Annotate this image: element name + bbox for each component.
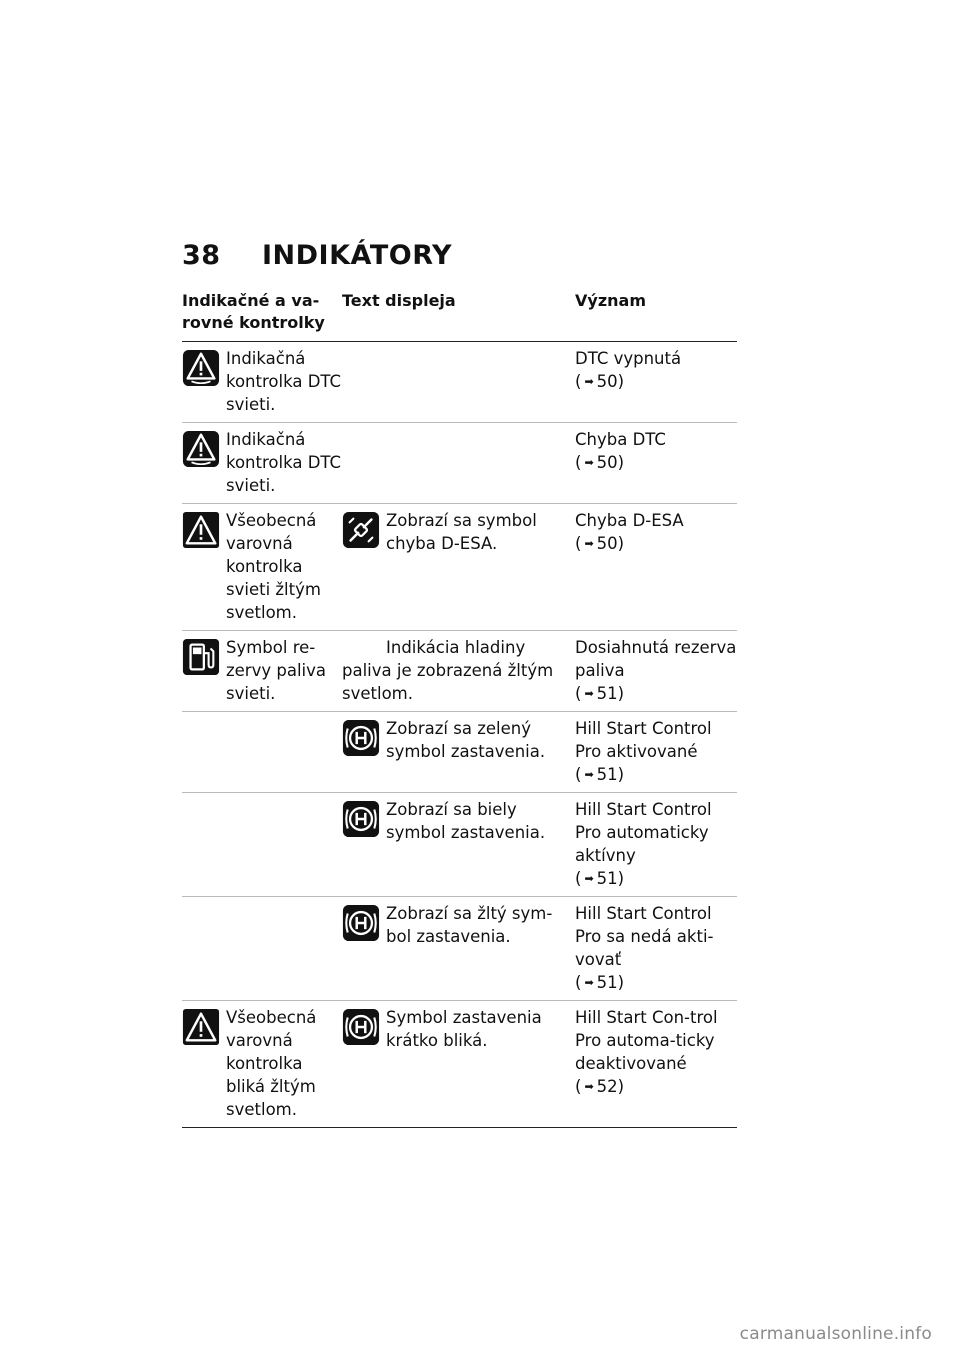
- dtc-warning-icon: [182, 430, 220, 468]
- cell-display-text: [342, 347, 575, 416]
- cell-display-text: [342, 717, 575, 786]
- general-warning-icon: [182, 1008, 220, 1046]
- table-row: [182, 712, 737, 793]
- dtc-warning-icon: [182, 349, 220, 387]
- meaning-text: Dosiahnutá rezerva paliva: [575, 638, 737, 680]
- table-row: [182, 793, 737, 897]
- cell-indicator: [182, 428, 342, 497]
- cell-meaning: [575, 798, 737, 890]
- watermark: carmanualsonline.info: [739, 1324, 932, 1344]
- display-text: Zobrazí sa biely symbol zastavenia.: [386, 800, 546, 842]
- arrow-right-icon: ➡: [584, 872, 594, 885]
- cell-indicator: [182, 798, 342, 890]
- cell-display-text: [342, 902, 575, 994]
- indicator-text: Indikačná kontrolka DTC svieti.: [226, 349, 342, 414]
- table-row: [182, 1001, 737, 1128]
- table-body: [182, 342, 737, 1128]
- page-reference-link[interactable]: ( ➡ 51): [575, 765, 625, 784]
- cell-meaning: [575, 347, 737, 416]
- page-reference-link[interactable]: ( ➡ 50): [575, 534, 625, 553]
- table-header-row: [182, 290, 737, 342]
- meaning-text: Hill Start Control Pro automaticky aktívny: [575, 800, 712, 865]
- reference-page-number: 51: [596, 973, 618, 992]
- cell-indicator: [182, 902, 342, 994]
- cell-meaning: [575, 902, 737, 994]
- reference-page-number: 50: [596, 453, 618, 472]
- cell-indicator: [182, 636, 342, 705]
- meaning-text: DTC vypnutá: [575, 349, 682, 368]
- table-row: [182, 504, 737, 631]
- cell-meaning: [575, 717, 737, 786]
- meaning-text: Hill Start Control Pro aktivované: [575, 719, 712, 761]
- page-header: [182, 240, 452, 271]
- cell-meaning: [575, 636, 737, 705]
- desa-error-icon: [342, 511, 380, 549]
- column-header-meaning-text: Význam: [575, 291, 646, 310]
- page-reference-link[interactable]: ( ➡ 52): [575, 1077, 625, 1096]
- cell-meaning: [575, 428, 737, 497]
- cell-display-text: [342, 1006, 575, 1121]
- display-text: Symbol zastavenia krátko bliká.: [386, 1008, 542, 1050]
- cell-display-text: [342, 798, 575, 890]
- arrow-right-icon: ➡: [584, 976, 594, 989]
- page-reference-link[interactable]: ( ➡ 51): [575, 684, 625, 703]
- arrow-right-icon: ➡: [584, 456, 594, 469]
- cell-display-text: [342, 636, 575, 705]
- meaning-text: Chyba D-ESA: [575, 511, 684, 530]
- hill-hold-icon: [342, 904, 380, 942]
- reference-page-number: 50: [596, 372, 618, 391]
- table-row: [182, 631, 737, 712]
- column-header-indicators-text: Indikačné a va- rovné kontrolky: [182, 291, 325, 332]
- column-header-indicators: [182, 290, 342, 334]
- arrow-right-icon: ➡: [584, 768, 594, 781]
- arrow-right-icon: ➡: [584, 687, 594, 700]
- indicator-text: Symbol re-zervy paliva svieti.: [226, 638, 326, 703]
- indicator-text: Všeobecná varovná kontrolka svieti žltým svetlom.: [226, 511, 321, 622]
- cell-display-text: [342, 509, 575, 624]
- hill-hold-icon: [342, 719, 380, 757]
- page-reference-link[interactable]: ( ➡ 51): [575, 973, 625, 992]
- cell-indicator: [182, 347, 342, 416]
- reference-page-number: 50: [596, 534, 618, 553]
- page-reference-link[interactable]: ( ➡ 50): [575, 453, 625, 472]
- general-warning-icon: [182, 511, 220, 549]
- page-number: 38: [182, 240, 221, 271]
- display-text: Zobrazí sa symbol chyba D-ESA.: [386, 511, 537, 553]
- indicator-table: [182, 290, 737, 1128]
- cell-indicator: [182, 717, 342, 786]
- column-header-display-text-text: Text displeja: [342, 291, 456, 310]
- indicator-text: Všeobecná varovná kontrolka bliká žltým svetlom.: [226, 1008, 317, 1119]
- cell-meaning: [575, 509, 737, 624]
- reference-page-number: 51: [596, 869, 618, 888]
- arrow-right-icon: ➡: [584, 1080, 594, 1093]
- reference-page-number: 51: [596, 765, 618, 784]
- page-reference-link[interactable]: ( ➡ 51): [575, 869, 625, 888]
- column-header-meaning: [575, 290, 737, 334]
- display-text: Zobrazí sa žltý sym-bol zastavenia.: [386, 904, 553, 946]
- hill-hold-icon: [342, 1008, 380, 1046]
- reference-page-number: 52: [596, 1077, 618, 1096]
- indicator-text: Indikačná kontrolka DTC svieti.: [226, 430, 342, 495]
- reference-page-number: 51: [596, 684, 618, 703]
- page-reference-link[interactable]: ( ➡ 50): [575, 372, 625, 391]
- table-row: [182, 342, 737, 423]
- column-header-display-text: [342, 290, 575, 334]
- table-row: [182, 423, 737, 504]
- arrow-right-icon: ➡: [584, 537, 594, 550]
- cell-meaning: [575, 1006, 737, 1121]
- meaning-text: Hill Start Control Pro sa nedá akti-vovať: [575, 904, 714, 969]
- meaning-text: Hill Start Con-trol Pro automa-ticky deaktivované: [575, 1008, 718, 1073]
- hill-hold-icon: [342, 800, 380, 838]
- display-text: Zobrazí sa zelený symbol zastavenia.: [386, 719, 546, 761]
- cell-display-text: [342, 428, 575, 497]
- arrow-right-icon: ➡: [584, 375, 594, 388]
- cell-indicator: [182, 1006, 342, 1121]
- cell-indicator: [182, 509, 342, 624]
- page-title: INDIKÁTORY: [262, 240, 453, 271]
- meaning-text: Chyba DTC: [575, 430, 666, 449]
- display-text: Indikácia hladiny paliva je zobrazená žltým svetlom.: [342, 638, 554, 703]
- fuel-reserve-icon: [182, 638, 220, 676]
- table-row: [182, 897, 737, 1001]
